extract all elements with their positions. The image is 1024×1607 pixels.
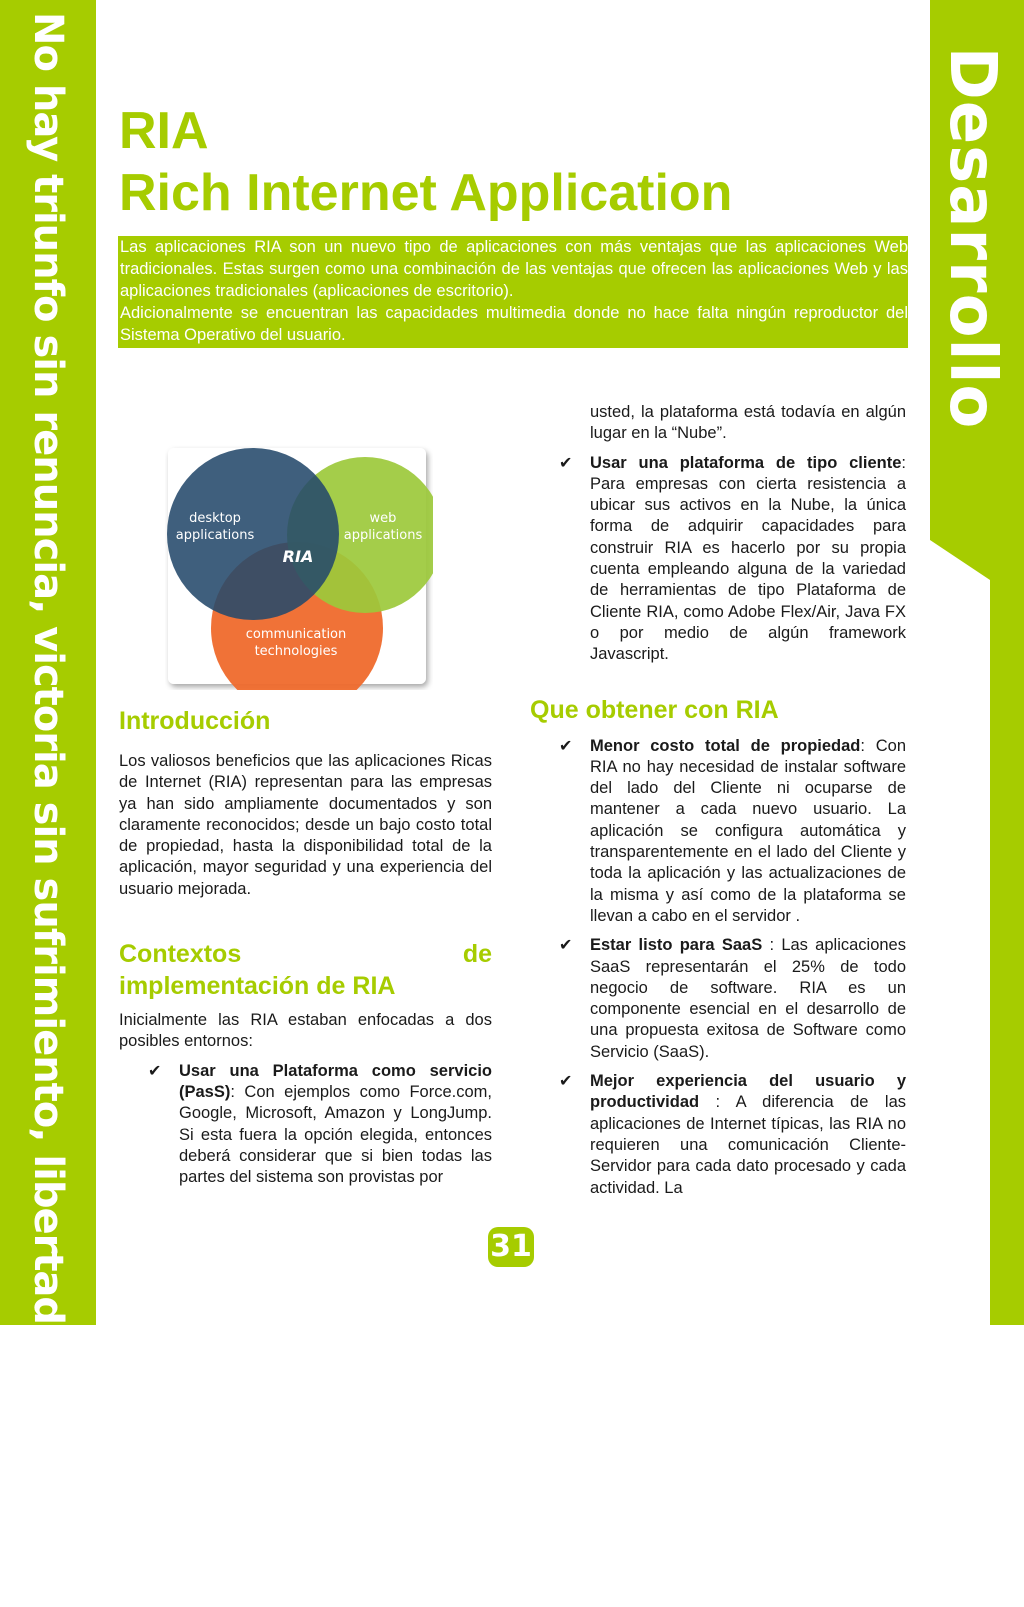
title-line-1: RIA [119, 102, 209, 160]
side-motto: No hay triunfo sin renuncia, victoria sin sufrimiento, libertad sin sacrificio [25, 12, 71, 1607]
item-bold: Usar una plataforma de tipo cliente [590, 453, 902, 472]
ria-center-label: RIA [282, 547, 314, 566]
contextos-heading-line-1: Contextos de [119, 940, 492, 969]
item-bold: Menor costo total de propiedad [590, 736, 861, 755]
left-column [119, 705, 492, 1196]
web-label-1: web [369, 511, 397, 526]
que-obtener-heading: Que obtener con RIA [530, 695, 779, 724]
item-text: : Para empresas con cierta resistencia a ubicar sus activos en la Nube, la única forma de adquirir capacidades para construir RIA es hacerlo por su propia cuenta empleando alguna de la variedad de herramientas de tipo Plataforma de Cliente RIA, como Adobe Flex/Air, Java FX o por medio de algún framework Javascript. [590, 453, 906, 664]
item-text: : Con ejemplos como Force.com, Google, Microsoft, Amazon y LongJump. Si esta fuera la opción elegida, entonces deberá considerar que si bien todas las partes del sistema son provistas por [179, 1082, 492, 1187]
intro-paragraph-1: Las aplicaciones RIA son un nuevo tipo de aplicaciones con más ventajas que las aplicaciones Web tradicionales. Estas surgen como una combinación de las ventajas que ofrecen las aplicaciones Web y las aplicaciones tradicionales (aplicaciones de escritorio). [120, 238, 908, 300]
check-icon: ✔ [559, 1073, 573, 1091]
check-icon: ✔ [559, 937, 573, 955]
intro-paragraph-2: Adicionalmente se encuentran las capacidades multimedia donde no hace falta ningún reproductor del Sistema Operativo del usuario. [120, 304, 908, 344]
left-side-bar [0, 0, 96, 1607]
desktop-label-1: desktop [189, 511, 241, 526]
item-text: : Con RIA no hay necesidad de instalar software del lado del Cliente ni ocuparse de mantener a cada nuevo usuario. La aplicación se configura automática y transparentemente en el lado del Cliente y toda la aplicación y las actualizaciones de la misma y así como de la plataforma se llevan a cabo en el servidor . [590, 736, 907, 925]
item-bold: Estar listo para SaaS [590, 936, 763, 955]
desktop-label-2: applications [175, 528, 255, 543]
comm-label-2: technologies [254, 644, 338, 659]
comm-label-1: communication [245, 627, 347, 642]
check-icon: ✔ [559, 737, 573, 755]
contextos-heading-line-2: implementación de RIA [119, 972, 396, 1001]
introduccion-heading: Introducción [119, 707, 271, 735]
item-text: : Las aplicaciones SaaS representarán el 25% de todo negocio de software. RIA es un componente esencial en el desarrollo de una propuesta exitosa de Software como Servicio (SaaS). [590, 936, 906, 1061]
page-number: 31 [488, 1227, 534, 1267]
contextos-list-continued [530, 402, 906, 666]
contextos-text: Inicialmente las RIA estaban enfocadas a dos posibles entornos: [119, 1011, 492, 1051]
list-item [530, 736, 906, 928]
right-column [530, 402, 906, 1207]
item-bold: Mejor experiencia del usuario y productividad [590, 1072, 906, 1112]
title-line-2: Rich Internet Application [119, 164, 733, 222]
list-item [530, 1071, 906, 1199]
item-continuation: usted, la plataforma está todavía en algún lugar en la “Nube”. [590, 403, 906, 443]
intro-box [118, 236, 908, 348]
web-label-2: applications [343, 528, 423, 543]
item-bold: Usar una Plataforma como servicio (PasS) [179, 1061, 492, 1101]
que-obtener-list [530, 736, 906, 1199]
list-item [530, 935, 906, 1063]
ria-venn-diagram [165, 445, 433, 690]
list-item [530, 402, 906, 445]
item-text: : A diferencia de las aplicaciones de Internet típicas, las RIA no requieren una comunicación Cliente-Servidor para cada dato procesado y cada actividad. La [590, 1093, 906, 1197]
list-item [530, 453, 906, 666]
check-icon: ✔ [148, 1062, 162, 1080]
introduccion-text: Los valiosos beneficios que las aplicaciones Ricas de Internet (RIA) representan para las empresas ya han sido ampliamente documentados y son claramente reconocidos; desde un bajo costo total de propiedad, hasta la disponibilidad total de la aplicación, mayor seguridad y una experiencia del usuario mejorada. [119, 752, 492, 898]
page-title [119, 100, 732, 224]
section-label: Desarrollo [935, 46, 1009, 430]
check-icon: ✔ [559, 454, 573, 472]
list-item [119, 1061, 492, 1189]
contextos-list [119, 1061, 492, 1189]
